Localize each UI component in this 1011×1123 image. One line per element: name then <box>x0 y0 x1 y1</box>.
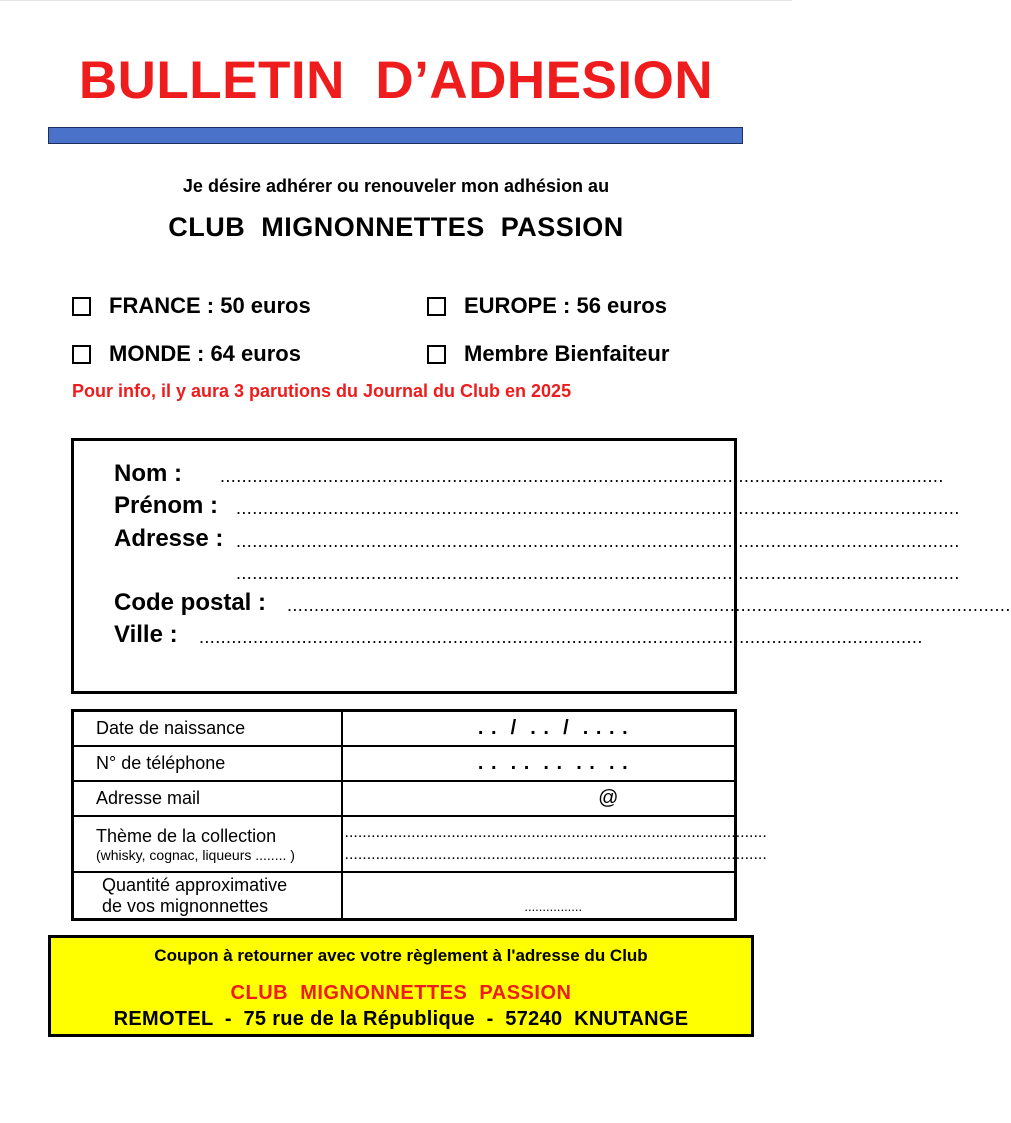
journal-notice: Pour info, il y aura 3 parutions du Journal du Club en 2025 <box>72 381 572 401</box>
intro-text: Je désire adhérer ou renouveler mon adhésion au <box>182 176 610 196</box>
table-row <box>73 816 736 872</box>
phone-label: N° de téléphone <box>73 746 342 781</box>
ville-label: Ville : <box>114 621 178 648</box>
option-monde-label: MONDE : 64 euros <box>109 341 301 366</box>
phone-field[interactable]: . . . . . . . . . . <box>342 746 736 781</box>
birthdate-field[interactable]: . . / . . / . . . . <box>342 711 736 747</box>
collection-theme-label: Thème de la collection (whisky, cognac, liqueurs ........ ) <box>73 816 342 872</box>
code-postal-field[interactable]: ...................................................................................................................................... <box>287 595 1011 615</box>
code-postal-label: Code postal : <box>114 589 267 616</box>
adresse-field-line2[interactable]: ...................................................................................................................................... <box>236 563 960 583</box>
email-field[interactable]: @ <box>342 781 736 816</box>
table-row <box>73 872 736 920</box>
coupon-club-name: CLUB MIGNONNETTES PASSION <box>230 982 572 1004</box>
quantity-label: Quantité approximative de vos mignonnettes <box>73 872 342 920</box>
page-title: BULLETIN D’ADHESION <box>78 51 714 110</box>
club-name: CLUB MIGNONNETTES PASSION <box>168 212 624 242</box>
coupon-address: REMOTEL - 75 rue de la République - 57240 KNUTANGE <box>113 1008 689 1030</box>
option-monde[interactable] <box>72 341 301 367</box>
adresse-label: Adresse : <box>114 525 224 552</box>
details-table <box>71 709 767 921</box>
title-divider-bar <box>48 127 743 144</box>
option-france[interactable] <box>72 293 311 319</box>
table-row <box>73 746 736 781</box>
birthdate-label: Date de naissance <box>73 711 342 747</box>
table-row <box>73 781 736 816</box>
checkbox-france[interactable] <box>72 297 91 316</box>
ville-field[interactable]: ...................................................................................................................................... <box>199 627 923 647</box>
option-france-label: FRANCE : 50 euros <box>109 293 311 318</box>
prenom-label: Prénom : <box>114 492 219 519</box>
option-europe[interactable] <box>427 293 667 319</box>
nom-field[interactable]: ...................................................................................................................................... <box>220 466 944 486</box>
checkbox-bienfaiteur[interactable] <box>427 345 446 364</box>
nom-label: Nom : <box>114 460 182 487</box>
return-coupon <box>48 935 754 1037</box>
email-label: Adresse mail <box>73 781 342 816</box>
option-bienfaiteur[interactable] <box>427 341 669 367</box>
coupon-instruction: Coupon à retourner avec votre règlement à l'adresse du Club <box>154 946 648 965</box>
checkbox-monde[interactable] <box>72 345 91 364</box>
table-row <box>73 711 736 747</box>
checkbox-europe[interactable] <box>427 297 446 316</box>
option-bienfaiteur-label: Membre Bienfaiteur <box>464 341 670 366</box>
identity-box <box>71 438 1011 694</box>
option-europe-label: EUROPE : 56 euros <box>464 293 667 318</box>
prenom-field[interactable]: ...................................................................................................................................... <box>236 498 960 518</box>
page-top-border <box>0 0 792 1</box>
collection-theme-hint: (whisky, cognac, liqueurs ........ ) <box>96 846 295 863</box>
quantity-field[interactable]: ................ <box>342 872 736 920</box>
adresse-field-line1[interactable]: ...................................................................................................................................... <box>236 531 960 551</box>
collection-theme-field[interactable]: ............................................................................................... ............................................................................................... <box>342 816 736 872</box>
